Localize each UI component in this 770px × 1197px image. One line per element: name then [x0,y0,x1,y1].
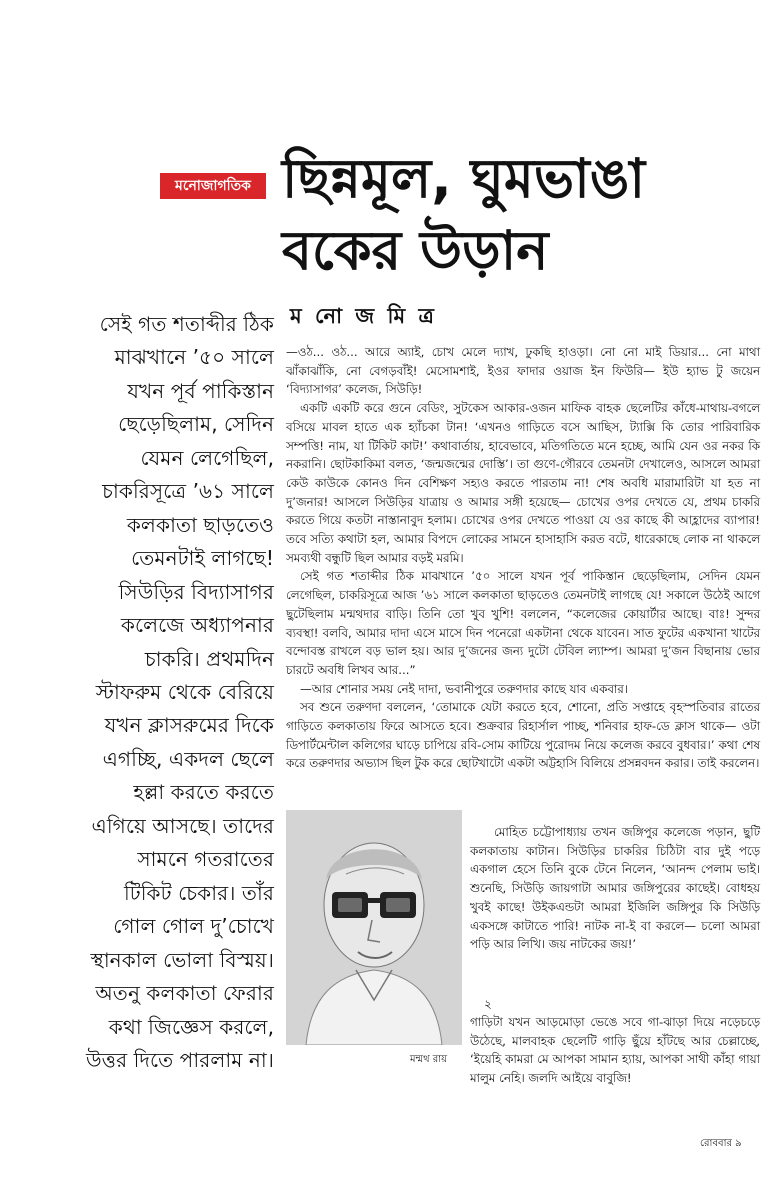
author-portrait-photo [286,810,462,1045]
pull-quote-line: যেমন লেগেছিল, [140,445,274,470]
body-paragraph: একটি একটি করে গুনে বেডিং, সুটকেস আকার-ওজন মাফিক বাহক ছেলেটির কাঁধে-মাথায়-বগলে বসিয়ে মাবল হাতে এক হ্যাঁচকা টান! ‘এখনও গাড়িতে বসে আছিস, ট্যাক্সি কি তোর পারিবারিক সম্পত্তি! নাম, যা টিকিট কাট!’ কথাবার্তায়, হাবেভাবে, মতিগতিতে মনে হচ্ছে, আমি যেন ওর নকর কি নকরানি। ছোটকাকিমা বলত, ‘জন্মজন্মের দোস্তি’। তা গুণে-গৌরবে তেমনটা দেখালেও, আসলে আমরা কেউ কাউকে কোনও দিন বেশিক্ষণ সহ্যও করতে পারতাম না! শেষ অবধি মারামারিটা যা হত না দু’জনার! আসলে সিউড়ির যাত্রায় ও আমার সঙ্গী হয়েছে— চোখের ওপর দেখতে যে, প্রথম চাকরি করতে গিয়ে কতটা নাস্তানাবুদ হলাম। চোখের ওপর দেখতে পাওয়া যে ওর কাছে কী আহ্লাদের ব্যাপার! তবে সত্যি কথাটা হল, আমার বিপদে লোকের সামনে হাসাহাসি করত বটে, ধারেকাছে লোক না থাকলে সমব্যথী বন্ধুটি ছিল আমার বড়ই মরমি। [286,401,760,565]
pull-quote-line: যখন ক্লাসরুমের দিকে [104,713,274,738]
body-paragraph: সেই গত শতাব্দীর ঠিক মাঝখানে ’৫০ সালে যখন পূর্ব পাকিস্তান ছেড়েছিলাম, সেদিন যেমন লেগেছিল, চাকরিসূত্রে আজ ’৬১ সালে কলকাতা ছাড়তেও তেমনটাই লাগছে যে! সকালে উঠেই আগে ছুটেছিলাম মন্মথদার বাড়ি। তিনি তো খুব খুশি! বললেন, “কলেজের কোয়ার্টার আছে। বাঃ! সুন্দর ব্যবস্থা! বলবি, আমার দাদা এসে মাসে দিন পনেরো একটানা থেকে যাবেন। সাত ফুটের একখানা খাটের বন্দোবস্ত রাখলে বড় ভাল হয়। আর দু’জনের জন্য দুটো টেবিল ল্যাম্প। আমরা দু’জন বিছানায় ভোর চারটে অবধি লিখব আর...” [286,569,760,677]
pull-quote-line: হল্লা করতে করতে [133,780,274,805]
portrait-illustration [286,810,462,1045]
pull-quote-line: সামনে গতরাতের [137,847,274,872]
author-byline: ম নো জ মি ত্র [290,304,437,328]
title-line-1: ছিন্নমূল, ঘুমভাঙা [282,147,646,210]
pull-quote-line: সেই গত শতাব্দীর ঠিক [99,312,274,336]
body-paragraph: গাড়িটা যখন আড়মোড়া ভেঙে সবে গা-ঝাড়া দিয়ে নড়েচড়ে উঠেছে, মালবাহক ছেলেটি গাড়ি ছুঁয়ে হাঁটছে আর চেল্লাচ্ছে, ‘ইয়েহি কামরা মে আপকা সামান হ্যায়, আপকা সাথী কাঁহা গায়া মালুম নেহি। জলদি আইয়ে বাবুজি! [470,1015,760,1086]
pull-quote-line: কলেজে অধ্যাপনার [120,613,274,638]
pull-quote-line: তেমনটাই লাগছে! [131,546,274,571]
article-body-top [286,343,760,773]
body-paragraph: মোহিত চট্টোপাধ্যায় তখন জঙ্গিপুর কলেজে পড়ান, ছুটি কলকাতায় কাটান। সিউড়ির চাকরির চিঠিটা বার দুই পড়ে একগাল হেসে তিনি বুকে টেনে নিলেন, ‘আনন্দ পেলাম ভাই। শুনেছি, সিউড়ি জায়গাটা আমার জঙ্গিপুরের কাছেই। বোধহয় খুবই কাছে! উইকএন্ডটা আমরা ইজিলি জঙ্গিপুর কি সিউড়ি একসঙ্গে কাটাতে পারি! নাটক না-ই বা করলে— চলো আমরা পড়ি আর লিখি। জয় নাটকের জয়!’ [470,825,760,952]
pull-quote-line: গোল গোল দু’চোখে [113,914,274,939]
pull-quote [64,308,274,1077]
pull-quote-line: চাকরিসূত্রে ’৬১ সালে [102,479,274,504]
article-title [282,143,762,287]
pull-quote-line: চাকরি। প্রথমদিন [144,646,274,671]
pull-quote-line: মাঝখানে ’৫০ সালে [114,345,274,370]
pull-quote-line: স্থানকাল ভোলা বিস্ময়। [90,947,274,972]
body-paragraph: —ওঠ... ওঠ... আরে অ্যাই, চোখ মেলে দ্যাখ, ঢুকছি হাওড়া। নো নো মাই ডিয়ার... নো মাথা ঝাঁকাঝাঁকি, নো বেগড়বাঁই! মেসোমশাই, ইওর ফাদার ওয়াজ ইন ফিউরি— ইউ হ্যাভ টু জয়েন ‘বিদ্যাসাগর’ কলেজ, সিউড়ি! [286,345,760,397]
title-line-2: বকের উড়ান [282,219,549,282]
pull-quote-line: যখন পূর্ব পাকিস্তান [127,378,274,403]
pull-quote-line: টিকিট চেকার। তাঁর [124,880,274,905]
photo-caption: মন্মথ রায় [410,1054,448,1065]
pull-quote-line: উত্তর দিতে পারলাম না। [85,1047,274,1072]
pull-quote-line: এগচ্ছি, একদল ছেলে [102,746,274,771]
pull-quote-line: কথা জিজ্ঞেস করলে, [108,1014,274,1039]
pull-quote-line: এগিয়ে আসছে। তাদের [91,813,274,838]
section-number: ২ [484,997,492,1011]
body-paragraph: —আর শোনার সময় নেই দাদা, ভবানীপুরে তরুণদার কাছে যাব একবার। [300,681,629,696]
page-footer: রোববার ৯ [700,1138,742,1149]
section-tag: মনোজাগতিক [160,173,266,199]
pull-quote-line: অতনু কলকাতা ফেরার [95,981,274,1006]
pull-quote-line: কলকাতা ছাড়তেও [126,512,274,537]
pull-quote-line: ছেড়েছিলাম, সেদিন [118,412,274,437]
pull-quote-line: স্টাফরুম থেকে বেরিয়ে [95,679,274,704]
body-paragraph: সব শুনে তরুণদা বললেন, ‘তোমাকে যেটা করতে হবে, শোনো, প্রতি সপ্তাহে বৃহস্পতিবার রাতের গাড়িতে কলকাতায় ফিরে আসতে হবে। শুক্রবার রিহার্সাল পাচ্ছ, শনিবার হাফ-ডে ক্লাস থাকে— ওটা ডিপার্টমেন্টাল কলিগের ঘাড়ে চাপিয়ে রবি-সোম কাটিয়ে পুরোদম নিয়ে কলেজ করবে বুধবার।’ কথা শেষ করে তরুণদার অভ্যাস ছিল টুক করে ছোটখাটো একটা অট্টহাসি বিলিয়ে প্রসন্নবদন করার। তাই করলেন। [286,700,760,771]
article-body-right-1 [470,823,760,954]
pull-quote-line: সিউড়ির বিদ্যাসাগর [118,579,274,604]
article-body-right-2 [470,1013,760,1088]
